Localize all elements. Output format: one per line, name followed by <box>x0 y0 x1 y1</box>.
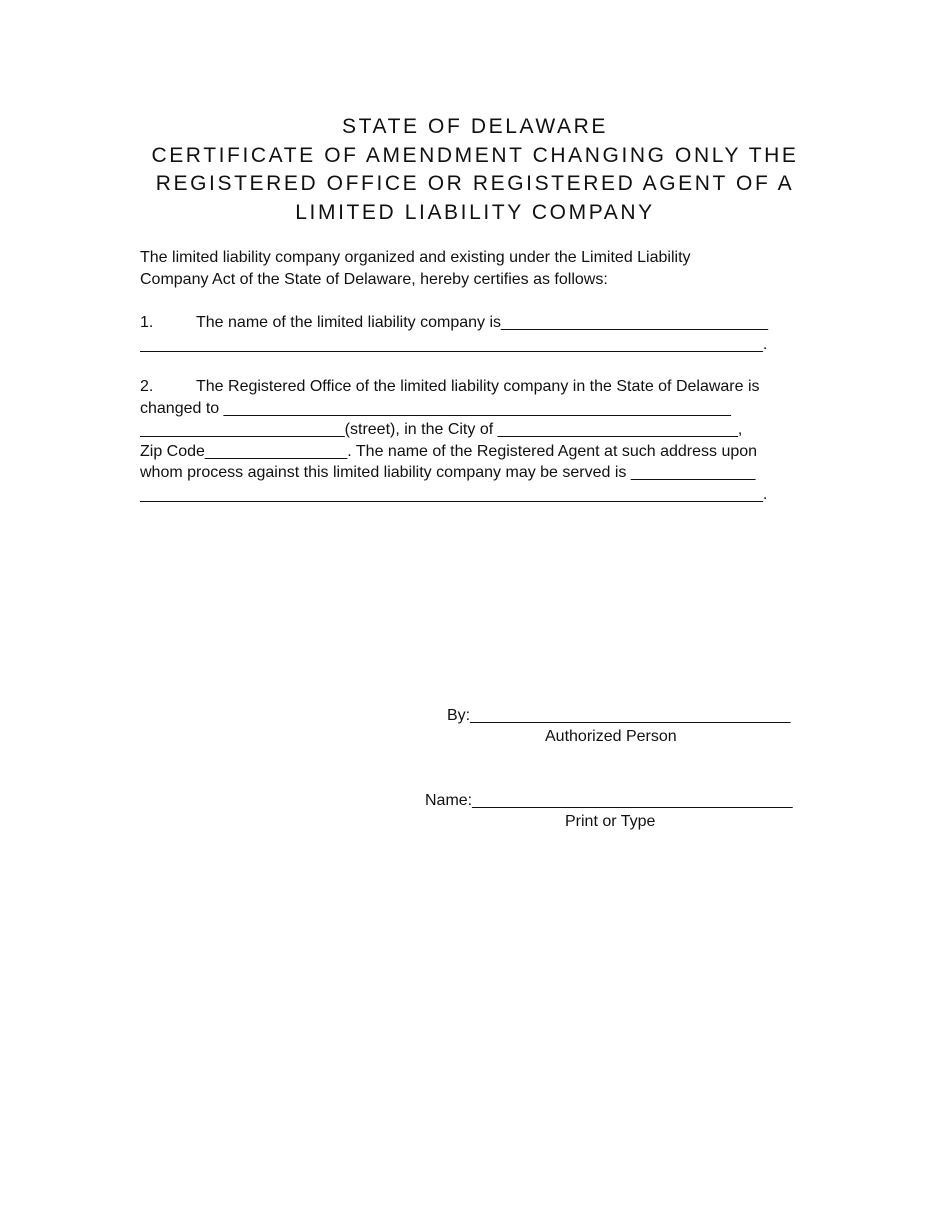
company-name-field-continued[interactable]: ______________________________________________________________________. <box>140 335 768 353</box>
signature-name-caption: Print or Type <box>565 813 656 830</box>
intro-line-1: The limited liability company organized and existing under the Limited Liability <box>140 249 691 266</box>
signature-by-field[interactable]: By:____________________________________ <box>447 707 791 724</box>
item-registered-office <box>140 376 810 505</box>
intro-paragraph <box>140 247 810 290</box>
company-name-field[interactable]: The name of the limited liability company is______________________________ <box>196 314 768 331</box>
document-title <box>140 113 810 227</box>
street-address-field[interactable]: changed to _________________________________________________________ <box>140 399 731 417</box>
item-number: 1. <box>140 314 154 331</box>
registered-office-text: The Registered Office of the limited liability company in the State of Delaware is <box>196 378 760 395</box>
zip-code-field[interactable]: Zip Code________________. The name of the Registered Agent at such address upon <box>140 442 758 460</box>
intro-line-2: Company Act of the State of Delaware, hereby certifies as follows: <box>140 270 608 288</box>
signature-by-caption: Authorized Person <box>545 728 677 745</box>
title-line-4: LIMITED LIABILITY COMPANY <box>295 200 655 224</box>
title-line-3: REGISTERED OFFICE OR REGISTERED AGENT OF A <box>155 172 795 195</box>
item-number: 2. <box>140 378 154 395</box>
signature-name-field[interactable]: Name:____________________________________ <box>425 792 793 809</box>
item-company-name <box>140 312 810 355</box>
title-line-2: CERTIFICATE OF AMENDMENT CHANGING ONLY THE <box>151 143 799 167</box>
registered-agent-field[interactable]: whom process against this limited liability company may be served is ______________ <box>140 464 756 481</box>
street-city-field[interactable]: _______________________(street), in the City of ___________________________, <box>140 421 743 438</box>
registered-agent-field-continued[interactable]: ______________________________________________________________________. <box>140 485 768 503</box>
title-line-1: STATE OF DELAWARE <box>342 115 608 138</box>
